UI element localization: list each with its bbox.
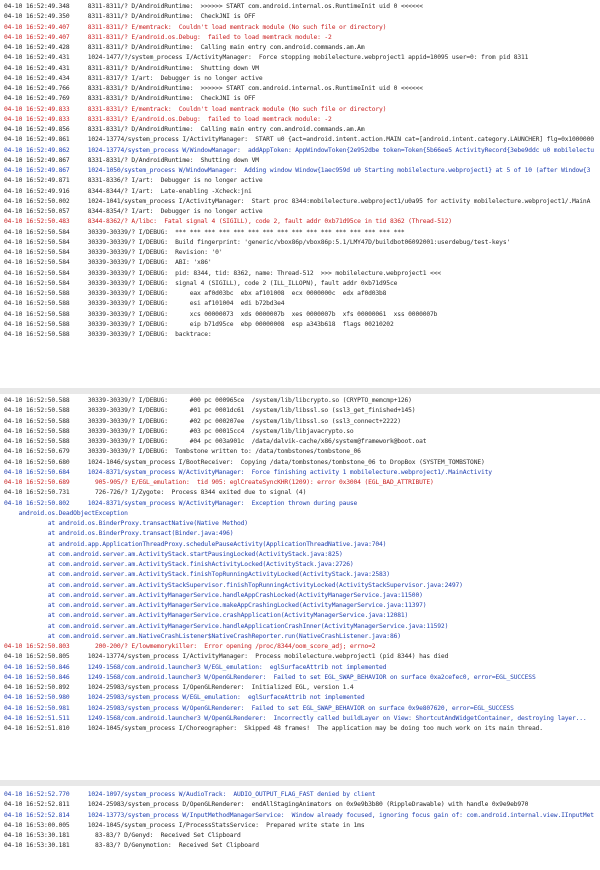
log-line[interactable]: 04-10 16:52:51.511 1249-1568/com.android.launcher3 W/OpenGLRenderer: Incorrectly called buildLayer on View: ShortcutAndWidgetContainer, destroying layer... [4,714,587,722]
log-line[interactable]: 04-10 16:52:50.981 1024-25983/system_process W/OpenGLRenderer: Failed to set EGL_SWAP_BEHAVIOR on surface 0x9e807620, error=EGL_SUCCESS [4,704,514,712]
log-line[interactable]: at android.os.BinderProxy.transact(Binder.java:496) [4,530,234,538]
log-line[interactable]: 04-10 16:52:52.811 1024-25983/system_process D/OpenGLRenderer: endAllStagingAnimators on 0x9e9b3b80 (RippleDrawable) with handle 0x9e9eb970 [4,801,529,809]
log-line[interactable]: 04-10 16:52:50.584 30339-30339/? I/DEBUG: pid: 8344, tid: 8362, name: Thread-512 >>> mobilelecture.webproject1 <<< [4,269,441,277]
log-line[interactable]: at android.os.BinderProxy.transactNative(Native Method) [4,520,248,527]
log-line[interactable]: 04-10 16:52:49.856 8331-8331/? D/AndroidRuntime: Calling main entry com.android.commands.am.Am [4,126,365,133]
log-line[interactable]: 04-10 16:52:49.833 8331-8331/? E/android.os.Debug: failed to load memtrack module: -2 [4,115,332,123]
log-line[interactable]: 04-10 16:52:50.588 30339-30339/? I/DEBUG: eax af0d03bc ebx af101008 ecx 0000000c edx af0d03b8 [4,290,387,297]
log-line[interactable]: 04-10 16:52:52.814 1024-13773/system_process W/InputMethodManagerService: Window already focused, ignoring focus gain of: com.android.internal.view.IInputMet [4,811,594,819]
log-line[interactable]: 04-10 16:53:30.181 83-83/? D/Genymotion: Received Set Clipboard [4,842,259,850]
log-line[interactable]: at com.android.server.am.ActivityStack.finishActivityLocked(ActivityStack.java:2726) [4,561,354,568]
logcat-panel-1[interactable] [0,0,600,388]
log-line[interactable]: 04-10 16:52:49.407 8311-8311/? E/android.os.Debug: failed to load memtrack module: -2 [4,33,332,41]
log-line[interactable]: 04-10 16:52:50.846 1249-1568/com.android.launcher3 W/OpenGLRenderer: Failed to set EGL_SWAP_BEHAVIOR on surface 0xa2cefec0, error=EGL_SUCCESS [4,673,536,681]
log-line[interactable]: at com.android.server.am.ActivityStack.finishTopRunningActivityLocked(ActivityStack.java:2583) [4,571,390,579]
log-line[interactable]: 04-10 16:52:50.057 8344-8354/? I/art: Debugger is no longer active [4,208,263,215]
log-line[interactable]: at com.android.server.am.ActivityManagerService.makeAppCrashingLocked(ActivityManagerService.java:11397) [4,602,427,609]
log-line[interactable]: 04-10 16:52:49.871 8331-8336/? I/art: Debugger is no longer active [4,177,263,185]
log-line[interactable]: 04-10 16:52:50.680 1024-1046/system_process I/BootReceiver: Copying /data/tombstones/tombstone_06 to DropBox (SYSTEM_TOMBSTONE) [4,458,485,466]
log-line[interactable]: at com.android.server.am.NativeCrashListener$NativeCrashReporter.run(NativeCrashListener.java:86) [4,632,401,640]
log-line[interactable]: 04-10 16:52:49.434 8311-8317/? I/art: Debugger is no longer active [4,74,263,82]
log-line[interactable]: 04-10 16:52:50.846 1249-1568/com.android.launcher3 W/EGL_emulation: eglSurfaceAttrib not implemented [4,663,387,671]
log-line[interactable]: 04-10 16:52:49.431 1024-1477/?/system_process I/ActivityManager: Force stopping mobilelecture.webproject1 appid=10095 user=0: from pid 8311 [4,54,529,62]
log-line[interactable]: 04-10 16:52:50.584 30339-30339/? I/DEBUG: ABI: 'x86' [4,259,212,267]
log-line[interactable]: 04-10 16:52:50.588 30339-30339/? I/DEBUG: xcs 00000073 xds 0000007b xes 0000007b xfs 00000061 xss 0000007b [4,310,438,318]
log-line[interactable]: 04-10 16:52:50.588 30339-30339/? I/DEBUG: backtrace: [4,331,212,338]
log-line[interactable]: at com.android.server.am.ActivityManagerService.handleAppCrashLocked(ActivityManagerService.java:11500) [4,591,423,599]
log-line[interactable]: 04-10 16:52:50.731 726-726/? I/Zygote: Process 8344 exited due to signal (4) [4,489,307,497]
log-line[interactable]: 04-10 16:52:49.428 8311-8311/? D/AndroidRuntime: Calling main entry com.android.commands.am.Am [4,44,365,51]
log-line[interactable]: 04-10 16:52:49.861 1024-13774/system_process I/ActivityManager: START u0 {act=android.intent.action.MAIN cat=[android.intent.category.LAUNCHER] flg=0x1000000 [4,136,594,144]
log-line[interactable]: 04-10 16:52:50.584 30339-30339/? I/DEBUG: *** *** *** *** *** *** *** *** *** *** *** *** *** *** *** *** [4,228,405,236]
log-line[interactable]: 04-10 16:52:50.679 30339-30339/? I/DEBUG: Tombstone written to: /data/tombstones/tombstone_06 [4,448,361,456]
log-line[interactable]: 04-10 16:52:49.348 8311-8311/? D/AndroidRuntime: >>>>>> START com.android.internal.os.RuntimeInit uid 0 <<<<<< [4,3,423,10]
log-line[interactable]: 04-10 16:52:49.350 8311-8311/? D/AndroidRuntime: CheckJNI is OFF [4,13,256,21]
log-line[interactable]: 04-10 16:52:51.810 1024-1045/system_process I/Choreographer: Skipped 48 frames! The application may be doing too much work on its main thread. [4,725,543,732]
log-line[interactable]: 04-10 16:52:49.916 8344-8344/? I/art: Late-enabling -Xcheck:jni [4,187,252,195]
log-line[interactable]: android.os.DeadObjectException [4,509,128,517]
log-line[interactable]: 04-10 16:52:49.833 8331-8331/? E/memtrack: Couldn't load memtrack module (No such file or directory) [4,105,387,113]
log-line[interactable]: 04-10 16:52:50.588 30339-30339/? I/DEBUG: eip b71d95ce ebp 00000008 esp a343b618 flags 00210202 [4,320,394,328]
log-line[interactable]: 04-10 16:52:50.588 30339-30339/? I/DEBUG: esi af101004 edi b72bd3e4 [4,300,285,308]
log-line[interactable]: at com.android.server.am.ActivityManagerService.handleApplicationCrashInner(ActivityManagerService.java:11592) [4,622,449,630]
log-line[interactable]: 04-10 16:52:50.483 8344-8362/? A/libc: Fatal signal 4 (SIGILL), code 2, fault addr 0xb71d95ce in tid 8362 (Thread-512) [4,218,452,226]
log-line[interactable]: 04-10 16:52:52.770 1024-1097/system_process W/AudioTrack: AUDIO_OUTPUT_FLAG_FAST denied by client [4,791,376,798]
log-line[interactable]: 04-10 16:52:50.803 200-200/? E/lowmemorykiller: Error opening /proc/8344/oom_score_adj; errno=2 [4,643,376,650]
log-line[interactable]: 04-10 16:52:50.588 30339-30339/? I/DEBUG: #02 pc 000207ee /system/lib/libssl.so (ssl3_connect+2222) [4,417,401,425]
log-line[interactable]: 04-10 16:52:50.802 1024-8371/system_process W/ActivityManager: Exception thrown during pause [4,499,358,507]
log-line[interactable]: 04-10 16:52:50.689 905-905/? E/EGL_emulation: tid 905: eglCreateSyncKHR(1209): error 0x3004 (EGL_BAD_ATTRIBUTE) [4,479,434,486]
log-line[interactable]: at com.android.server.am.ActivityManagerService.crashApplication(ActivityManagerService.java:12081) [4,612,409,620]
log-line[interactable]: 04-10 16:52:50.584 30339-30339/? I/DEBUG: Revision: '0' [4,249,223,256]
log-line[interactable]: 04-10 16:52:49.766 8331-8331/? D/AndroidRuntime: >>>>>> START com.android.internal.os.RuntimeInit uid 0 <<<<<< [4,85,423,92]
log-line[interactable]: 04-10 16:52:49.431 8311-8311/? D/AndroidRuntime: Shutting down VM [4,64,259,72]
log-line[interactable]: 04-10 16:52:49.867 1024-1050/system_process W/WindowManager: Adding window Window{1aec959d u0 Starting mobilelecture.webproject1} at 5 of 10 (after Window{3 [4,167,591,174]
log-line[interactable]: 04-10 16:53:30.181 83-83/? D/Genyd: Received Set Clipboard [4,832,241,839]
log-line[interactable]: 04-10 16:52:49.867 8331-8331/? D/AndroidRuntime: Shutting down VM [4,156,259,164]
log-line[interactable]: 04-10 16:52:50.588 30339-30339/? I/DEBUG: #04 pc 003a901c /data/dalvik-cache/x86/system@framework@boot.oat [4,438,427,445]
log-line[interactable]: 04-10 16:52:50.892 1024-25983/system_process I/OpenGLRenderer: Initialized EGL, version 1.4 [4,684,354,691]
log-line[interactable]: 04-10 16:52:49.407 8311-8311/? E/memtrack: Couldn't load memtrack module (No such file or directory) [4,23,387,31]
log-line[interactable]: at android.app.ApplicationThreadProxy.schedulePauseActivity(ApplicationThreadNative.java:704) [4,540,387,548]
log-line[interactable]: 04-10 16:53:00.005 1024-1045/system_process I/ProcessStatsService: Prepared write state in 1ms [4,821,365,829]
log-line[interactable]: 04-10 16:52:50.805 1024-13774/system_process I/ActivityManager: Process mobilelecture.webproject1 (pid 8344) has died [4,653,449,661]
log-line[interactable]: at com.android.server.am.ActivityStackSupervisor.finishTopRunningActivityLocked(ActivityStackSupervisor.java:2497) [4,581,463,589]
log-line[interactable]: 04-10 16:52:50.002 1024-1041/system_process I/ActivityManager: Start proc 8344:mobilelecture.webproject1/u0a95 for activity mobilelecture.webproject1/.MainA [4,197,591,205]
logcat-panel-2[interactable] [0,394,600,780]
logcat-panel-3[interactable] [0,786,600,870]
log-line[interactable]: 04-10 16:52:50.588 30339-30339/? I/DEBUG: #03 pc 00015cc4 /system/lib/libjavacrypto.so [4,427,354,435]
log-line[interactable]: 04-10 16:52:49.769 8331-8331/? D/AndroidRuntime: CheckJNI is OFF [4,95,256,103]
log-line[interactable]: 04-10 16:52:50.588 30339-30339/? I/DEBUG: #00 pc 000965ce /system/lib/libcrypto.so (CRYPTO_memcmp+126) [4,397,412,404]
log-line[interactable]: 04-10 16:52:50.588 30339-30339/? I/DEBUG: #01 pc 0001dc61 /system/lib/libssl.so (ssl3_get_finished+145) [4,407,416,415]
log-line[interactable]: 04-10 16:52:50.684 1024-8371/system_process W/ActivityManager: Force finishing activity 1 mobilelecture.webproject1/.MainActivity [4,468,492,476]
log-line[interactable]: 04-10 16:52:50.584 30339-30339/? I/DEBUG: signal 4 (SIGILL), code 2 (ILL_ILLOPN), fault addr 0xb71d95ce [4,279,398,287]
log-line[interactable]: 04-10 16:52:50.584 30339-30339/? I/DEBUG: Build fingerprint: 'generic/vbox86p/vbox86p:5.1/LMY47D/buildbot06092001:userdebug/test-keys' [4,238,511,246]
log-line[interactable]: at com.android.server.am.ActivityStack.startPausingLocked(ActivityStack.java:825) [4,550,343,558]
log-line[interactable]: 04-10 16:52:49.862 1024-13774/system_process W/WindowManager: addAppToken: AppWindowToken{2e952dbe token=Token{5b66ee5 ActivityRecord{3ebe9ddc u0 mobilelectu [4,146,594,154]
log-line[interactable]: 04-10 16:52:50.980 1024-25983/system_process W/EGL_emulation: eglSurfaceAttrib not implemented [4,694,365,702]
